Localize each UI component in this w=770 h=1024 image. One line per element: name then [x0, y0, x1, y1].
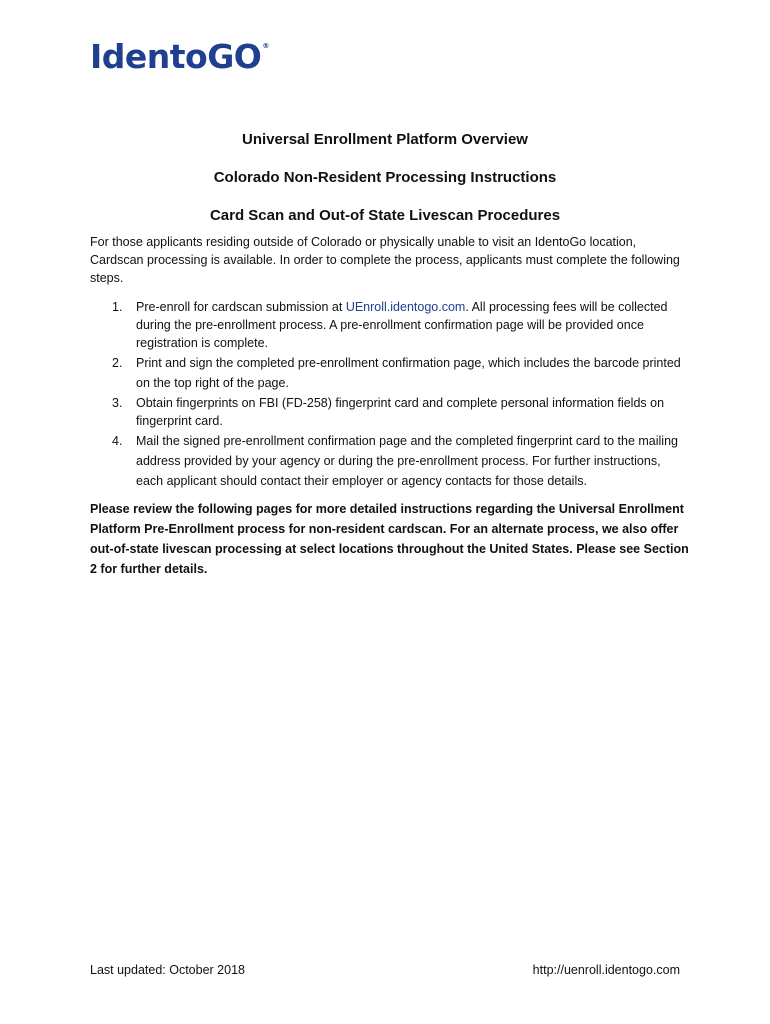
registered-mark: ®: [262, 42, 269, 50]
step-item: [90, 353, 690, 393]
step-item: [90, 394, 690, 430]
step-number: 3.: [112, 396, 123, 410]
identogo-logo: [90, 37, 269, 76]
footer-url: http://uenroll.identogo.com: [532, 963, 680, 977]
page-footer: [90, 961, 680, 979]
step-text-pre: Pre-enroll for cardscan submission at: [136, 300, 346, 314]
review-paragraph: Please review the following pages for more detailed instructions regarding the Universal Enrollment Platform Pre-Enrollment process for non-resident cardscan. For an alternate process, we also offer out-of-state livescan processing at select locations throughout the United States. Please see Section 2 for further details.: [90, 502, 689, 576]
step-item: [90, 431, 690, 491]
step-item: [90, 298, 690, 352]
title-colorado-instructions: Colorado Non-Resident Processing Instructions: [213, 169, 557, 186]
title-block: [0, 130, 770, 244]
intro-paragraph: For those applicants residing outside of Colorado or physically unable to visit an IdentoGo location, Cardscan processing is available. In order to complete the process, applicants must complete the following steps.: [90, 235, 680, 285]
step-text: Obtain fingerprints on FBI (FD-258) fingerprint card and complete personal information fields on fingerprint card.: [136, 396, 665, 428]
step-number: 4.: [112, 434, 123, 448]
step-text: Print and sign the completed pre-enrollment confirmation page, which includes the barcode printed on the top right of the page.: [136, 356, 681, 390]
steps-list: [90, 298, 690, 492]
title-procedures: Card Scan and Out-of State Livescan Procedures: [209, 207, 561, 224]
step-text: Mail the signed pre-enrollment confirmation page and the completed fingerprint card to the mailing address provided by your agency or during the pre-enrollment process. For further instructions, each applicant should contact their employer or agency contacts for those details.: [136, 434, 678, 488]
step-number: 1.: [112, 300, 123, 314]
last-updated: Last updated: October 2018: [90, 963, 245, 977]
step-number: 2.: [112, 356, 123, 370]
title-overview: Universal Enrollment Platform Overview: [242, 131, 528, 148]
step-text-post: . All processing fees will be collected during the pre-enrollment process. A pre-enrollment confirmation page will be provided once registration is complete.: [136, 300, 668, 350]
uenroll-link[interactable]: UEnroll.identogo.com: [345, 300, 466, 314]
logo-text: IdentoGO: [90, 37, 262, 76]
